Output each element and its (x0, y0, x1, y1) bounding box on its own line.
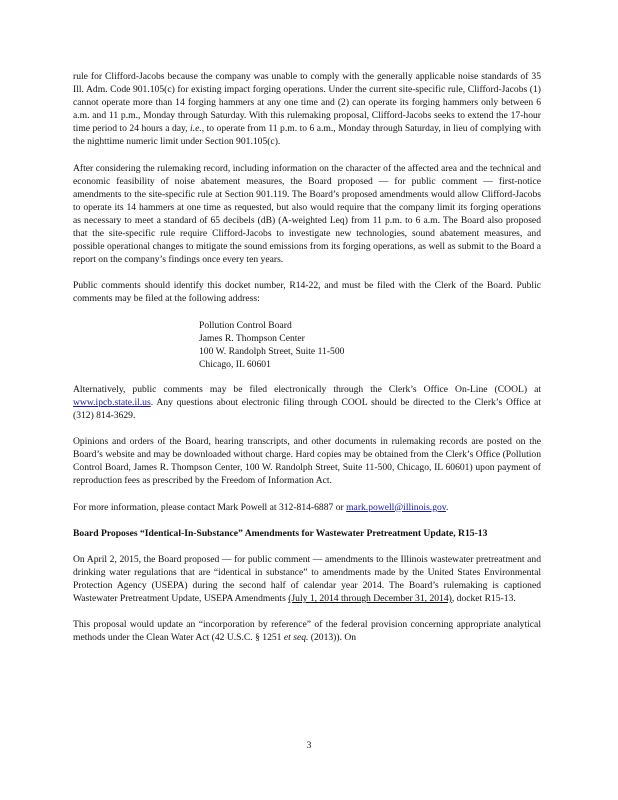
paragraph-text: This proposal would update an “incorporation by reference” of the federal provision concerning appropriate analytical methods under the Clean Water Act (42 U.S.C. § 1251 (73, 619, 541, 644)
page-number: 3 (306, 740, 312, 751)
address-line-1: Pollution Control Board (199, 319, 292, 331)
paragraph-text: Alternatively, public comments may be filed electronically through the Clerk’s Office On-Line (COOL) at (73, 383, 541, 395)
underlined-date-range: (July 1, 2014 through December 31, 2014) (288, 593, 452, 604)
et-seq: et seq. (283, 632, 309, 644)
section-heading: Board Proposes “Identical-In-Substance” Amendments for Wastewater Pretreatment Update, R15-13 (73, 527, 488, 539)
paragraph-clifford-jacobs-rule (73, 70, 541, 149)
paragraph-text: . Any questions about electronic filing through COOL should be directed to the Clerk’s Office at (312) 814-3629. (73, 396, 541, 422)
ie-abbrev: i.e. (190, 123, 202, 135)
email-link[interactable]: mark.powell@illinois.gov (346, 501, 446, 513)
paragraph-more-information (73, 501, 541, 514)
paragraph-text: For more information, please contact Mark Powell at 312-814-6887 or (73, 501, 347, 513)
page-content (73, 70, 541, 657)
paragraph-text: (2013)). On (308, 632, 357, 644)
paragraph-april-proposal (73, 553, 541, 605)
paragraph-electronic-filing (73, 383, 541, 422)
address-line-4: Chicago, IL 60601 (199, 358, 271, 370)
paragraph-text: On April 2, 2015, the Board proposed — for public comment — amendments to the Illinois wastewater pretreatment and drinking water regulations that are “identical in substance” to amendments made by the United States Environmental Protection Agency (USEPA) during the second half of calendar year 2014. The Board’s rulemaking is captioned Wastewater Pretreatment Update, USEPA Amendments (73, 553, 541, 604)
paragraph-text: , to operate from 11 p.m. to 6 a.m., Monday through Saturday, in lieu of complying with the nighttime numeric limit under Section 901.105(c). (73, 123, 541, 148)
paragraph-board-proposal: After considering the rulemaking record, including information on the character of the affected area and the technical and economic feasibility of noise abatement measures, the Board proposed — for public comment — first-notice amendments to the site-specific rule at Section 901.119. The Board’s proposed amendments would allow Clifford-Jacobs to operate its 14 hammers at one time as requested, but also would require that the company limit its forging operations as necessary to meet a standard of 65 decibels (dB) (A-weighted Leq) from 11 p.m. to 6 a.m. The Board also proposed that the site-specific rule require Clifford-Jacobs to investigate new technologies, sound abatement measures, and possible operational changes to mitigate the sound emissions from its forging operations, as well as submit to the Board a report on the company’s findings once every ten years. (73, 162, 541, 266)
paragraph-text: . (445, 501, 449, 513)
mailing-address (199, 319, 541, 371)
paragraph-opinions-orders: Opinions and orders of the Board, hearing transcripts, and other documents in rulemaking records are posted on the Board’s website and may be downloaded without charge. Hard copies may be obtained from the Clerk’s Office (Pollution Control Board, James R. Thompson Center, 100 W. Randolph Street, Suite 11-500, Chicago, IL 60601) upon payment of reproduction fees as prescribed by the Freedom of Information Act. (73, 436, 541, 487)
paragraph-public-comments: Public comments should identify this docket number, R14-22, and must be filed with the Clerk of the Board. Public comments may be filed at the following address: (73, 280, 541, 305)
cool-website-link[interactable]: www.ipcb.state.il.us (73, 396, 151, 408)
address-line-2: James R. Thompson Center (199, 332, 305, 344)
paragraph-incorporation (73, 618, 541, 644)
address-line-3: 100 W. Randolph Street, Suite 11-500 (199, 345, 345, 357)
paragraph-text: , docket R15-13. (451, 593, 516, 604)
paragraph-text: rule for Clifford-Jacobs because the company was unable to comply with the generally applicable noise standards of 35 Ill. Adm. Code 901.105(c) for existing impact forging operations. Under the current site-specific rule, Clifford-Jacobs (1) cannot operate more than 14 forging hammers at any one time and (2) can operate its forging hammers only between 6 a.m. and 11 p.m., Monday through Saturday. With this rulemaking proposal, Clifford-Jacobs seeks to extend the 17-hour time period to 24 hours a day, (73, 71, 541, 135)
